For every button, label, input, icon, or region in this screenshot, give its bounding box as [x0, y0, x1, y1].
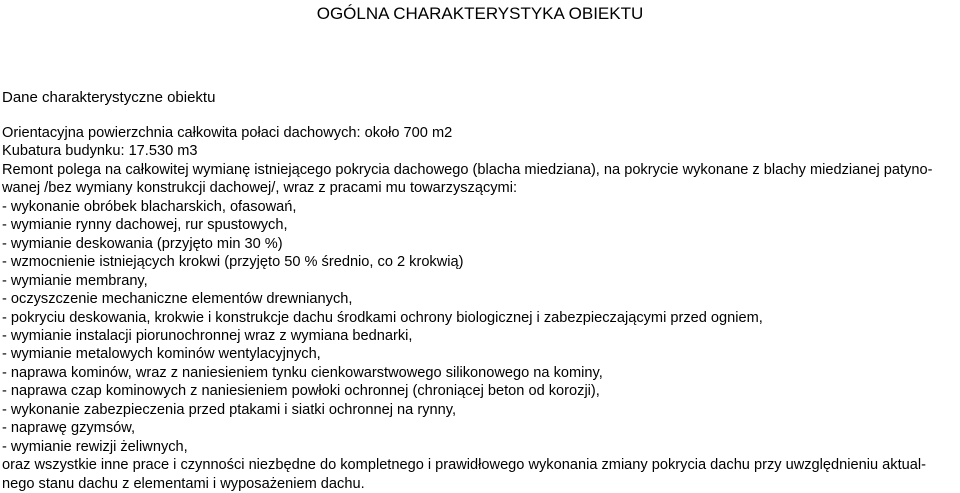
list-item: - naprawa kominów, wraz z naniesieniem tynku cienkowarstwowego silikonowego na kominy, — [2, 364, 603, 381]
line-closing-1: oraz wszystkie inne prace i czynności niezbędne do kompletnego i prawidłowego wykonania zmiany pokrycia dachu przy uwzględnieniu aktual- — [2, 457, 926, 474]
list-item: - wymianie rynny dachowej, rur spustowych, — [2, 217, 288, 234]
line-scope-2: wanej /bez wymiany konstrukcji dachowej/, wraz z pracami mu towarzyszącymi: — [2, 180, 517, 197]
line-area: Orientacyjna powierzchnia całkowita połaci dachowych: około 700 m2 — [2, 125, 453, 141]
document-title: OGÓLNA CHARAKTERYSTYKA OBIEKTU — [316, 4, 644, 23]
document-body — [2, 124, 958, 493]
list-item: - oczyszczenie mechaniczne elementów drewnianych, — [2, 291, 353, 308]
line-scope-1: Remont polega na całkowitej wymianę istniejącego pokrycia dachowego (blacha miedziana), na pokrycie wykonane z blachy miedzianej patyno- — [2, 161, 933, 178]
list-item: - naprawę gzymsów, — [2, 420, 136, 437]
list-item: - pokryciu deskowania, krokwie i konstrukcje dachu środkami ochrony biologicznej i zabezpieczającymi przed ogniem, — [2, 309, 763, 326]
line-closing-2: nego stanu dachu z elementami i wyposażeniem dachu. — [2, 475, 365, 492]
list-item: - wymianie deskowania (przyjęto min 30 %) — [2, 235, 283, 252]
list-item: - wykonanie zabezpieczenia przed ptakami i siatki ochronnej na rynny, — [2, 401, 456, 418]
line-volume: Kubatura budynku: 17.530 m3 — [2, 143, 198, 160]
list-item: - wymianie rewizji żeliwnych, — [2, 438, 188, 455]
list-item: - wymianie instalacji piorunochronnej wraz z wymiana bednarki, — [2, 327, 413, 344]
list-item: - naprawa czap kominowych z naniesieniem powłoki ochronnej (chroniącej beton od korozji), — [2, 383, 600, 400]
list-item: - wykonanie obróbek blacharskich, ofasowań, — [2, 198, 297, 215]
section-heading: Dane charakterystyczne obiektu — [2, 89, 216, 106]
list-item: - wymianie metalowych kominów wentylacyjnych, — [2, 346, 321, 363]
list-item: - wzmocnienie istniejących krokwi (przyjęto 50 % średnio, co 2 krokwią) — [2, 254, 464, 271]
list-item: - wymianie membrany, — [2, 272, 148, 289]
